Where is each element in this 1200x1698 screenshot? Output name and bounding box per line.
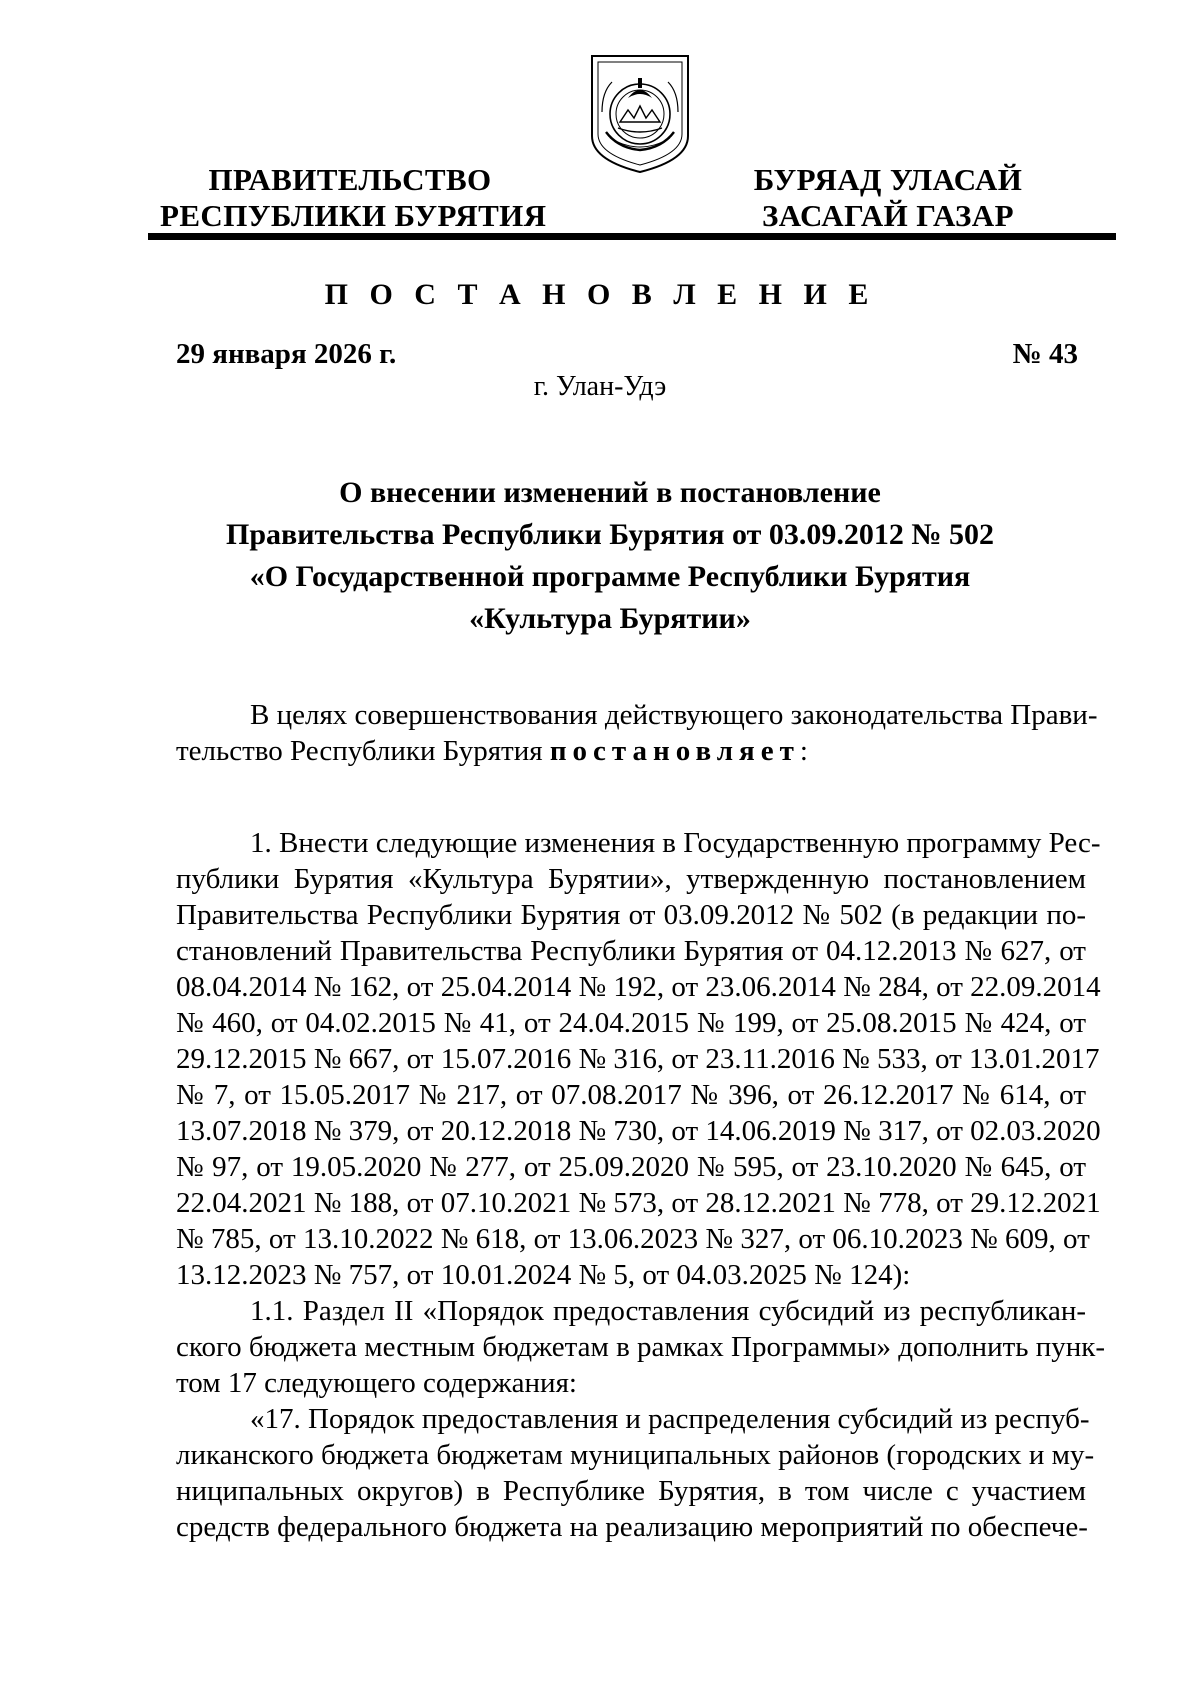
item1-1-line: ского бюджета местным бюджетам в рамках Программы» дополнить пунк- <box>176 1331 1106 1363</box>
item1-line: 08.04.2014 № 162, от 25.04.2014 № 192, от 23.06.2014 № 284, от 22.09.2014 <box>176 971 1101 1003</box>
preamble-text: тельство Республики Бурятия <box>176 735 550 767</box>
item1-line: 1. Внести следующие изменения в Государственную программу Рес- <box>250 827 1101 859</box>
org-line: ПРАВИТЕЛЬСТВО <box>208 162 492 197</box>
preamble-line: В целях совершенствования действующего законодательства Прави- <box>250 699 1098 731</box>
item1-line: № 7, от 15.05.2017 № 217, от 07.08.2017 № 396, от 26.12.2017 № 614, от <box>176 1079 1086 1111</box>
item1-line: 13.12.2023 № 757, от 10.01.2024 № 5, от 04.03.2025 № 124): <box>176 1259 911 1291</box>
title-line: Правительства Республики Бурятия от 03.09.2012 № 502 <box>225 518 994 551</box>
government-name-russian <box>160 162 547 234</box>
preamble-colon: : <box>799 735 808 767</box>
item17-line: ниципальных округов) в Республике Бурятия, в том числе с участием <box>176 1475 1086 1507</box>
buryatia-coat-of-arms-icon <box>588 52 692 176</box>
org-line: ЗАСАГАЙ ГАЗАР <box>762 198 1014 233</box>
item1-1-line: том 17 следующего содержания: <box>176 1367 577 1399</box>
document-city: г. Улан-Удэ <box>533 371 667 402</box>
decree-keyword: постановляет <box>549 735 800 767</box>
item1-line: 13.07.2018 № 379, от 20.12.2018 № 730, от 14.06.2019 № 317, от 02.03.2020 <box>176 1115 1101 1147</box>
item17-line: ликанского бюджета бюджетам муниципальных районов (городских и му- <box>176 1439 1095 1471</box>
header-divider <box>148 233 1116 240</box>
item1-line: № 785, от 13.10.2022 № 618, от 13.06.2023 № 327, от 06.10.2023 № 609, от <box>176 1223 1090 1255</box>
item1-line: публики Бурятия «Культура Бурятии», утвержденную постановлением <box>176 863 1086 895</box>
document-title <box>160 472 1060 640</box>
item1-line: № 97, от 19.05.2020 № 277, от 25.09.2020 № 595, от 23.10.2020 № 645, от <box>176 1151 1086 1183</box>
item1-line: 29.12.2015 № 667, от 15.07.2016 № 316, от 23.11.2016 № 533, от 13.01.2017 <box>176 1043 1100 1075</box>
org-line: РЕСПУБЛИКИ БУРЯТИЯ <box>160 198 547 233</box>
item1-line: № 460, от 04.02.2015 № 41, от 24.04.2015 № 199, от 25.08.2015 № 424, от <box>176 1007 1086 1039</box>
org-line: БУРЯАД УЛАСАЙ <box>753 162 1023 197</box>
preamble-line <box>176 734 1086 768</box>
item1-line: 22.04.2021 № 188, от 07.10.2021 № 573, от 28.12.2021 № 778, от 29.12.2021 <box>176 1187 1101 1219</box>
title-line: О внесении изменений в постановление <box>339 476 881 509</box>
item1-line: становлений Правительства Республики Бурятия от 04.12.2013 № 627, от <box>176 935 1086 967</box>
document-type: П О С Т А Н О В Л Е Н И Е <box>324 278 876 311</box>
item17-line: средств федерального бюджета на реализацию мероприятий по обеспече- <box>176 1511 1088 1543</box>
document-number: № 43 <box>1012 338 1078 370</box>
item1-line: Правительства Республики Бурятия от 03.09.2012 № 502 (в редакции по- <box>176 899 1086 931</box>
document-date: 29 января 2026 г. <box>176 338 397 370</box>
title-line: «О Государственной программе Республики Бурятия <box>249 560 971 593</box>
item1-1-line: 1.1. Раздел II «Порядок предоставления субсидий из республикан- <box>250 1295 1086 1327</box>
item17-line: «17. Порядок предоставления и распределения субсидий из респуб- <box>250 1403 1090 1435</box>
title-line: «Культура Бурятии» <box>469 602 751 635</box>
government-name-buryat <box>738 162 1038 234</box>
